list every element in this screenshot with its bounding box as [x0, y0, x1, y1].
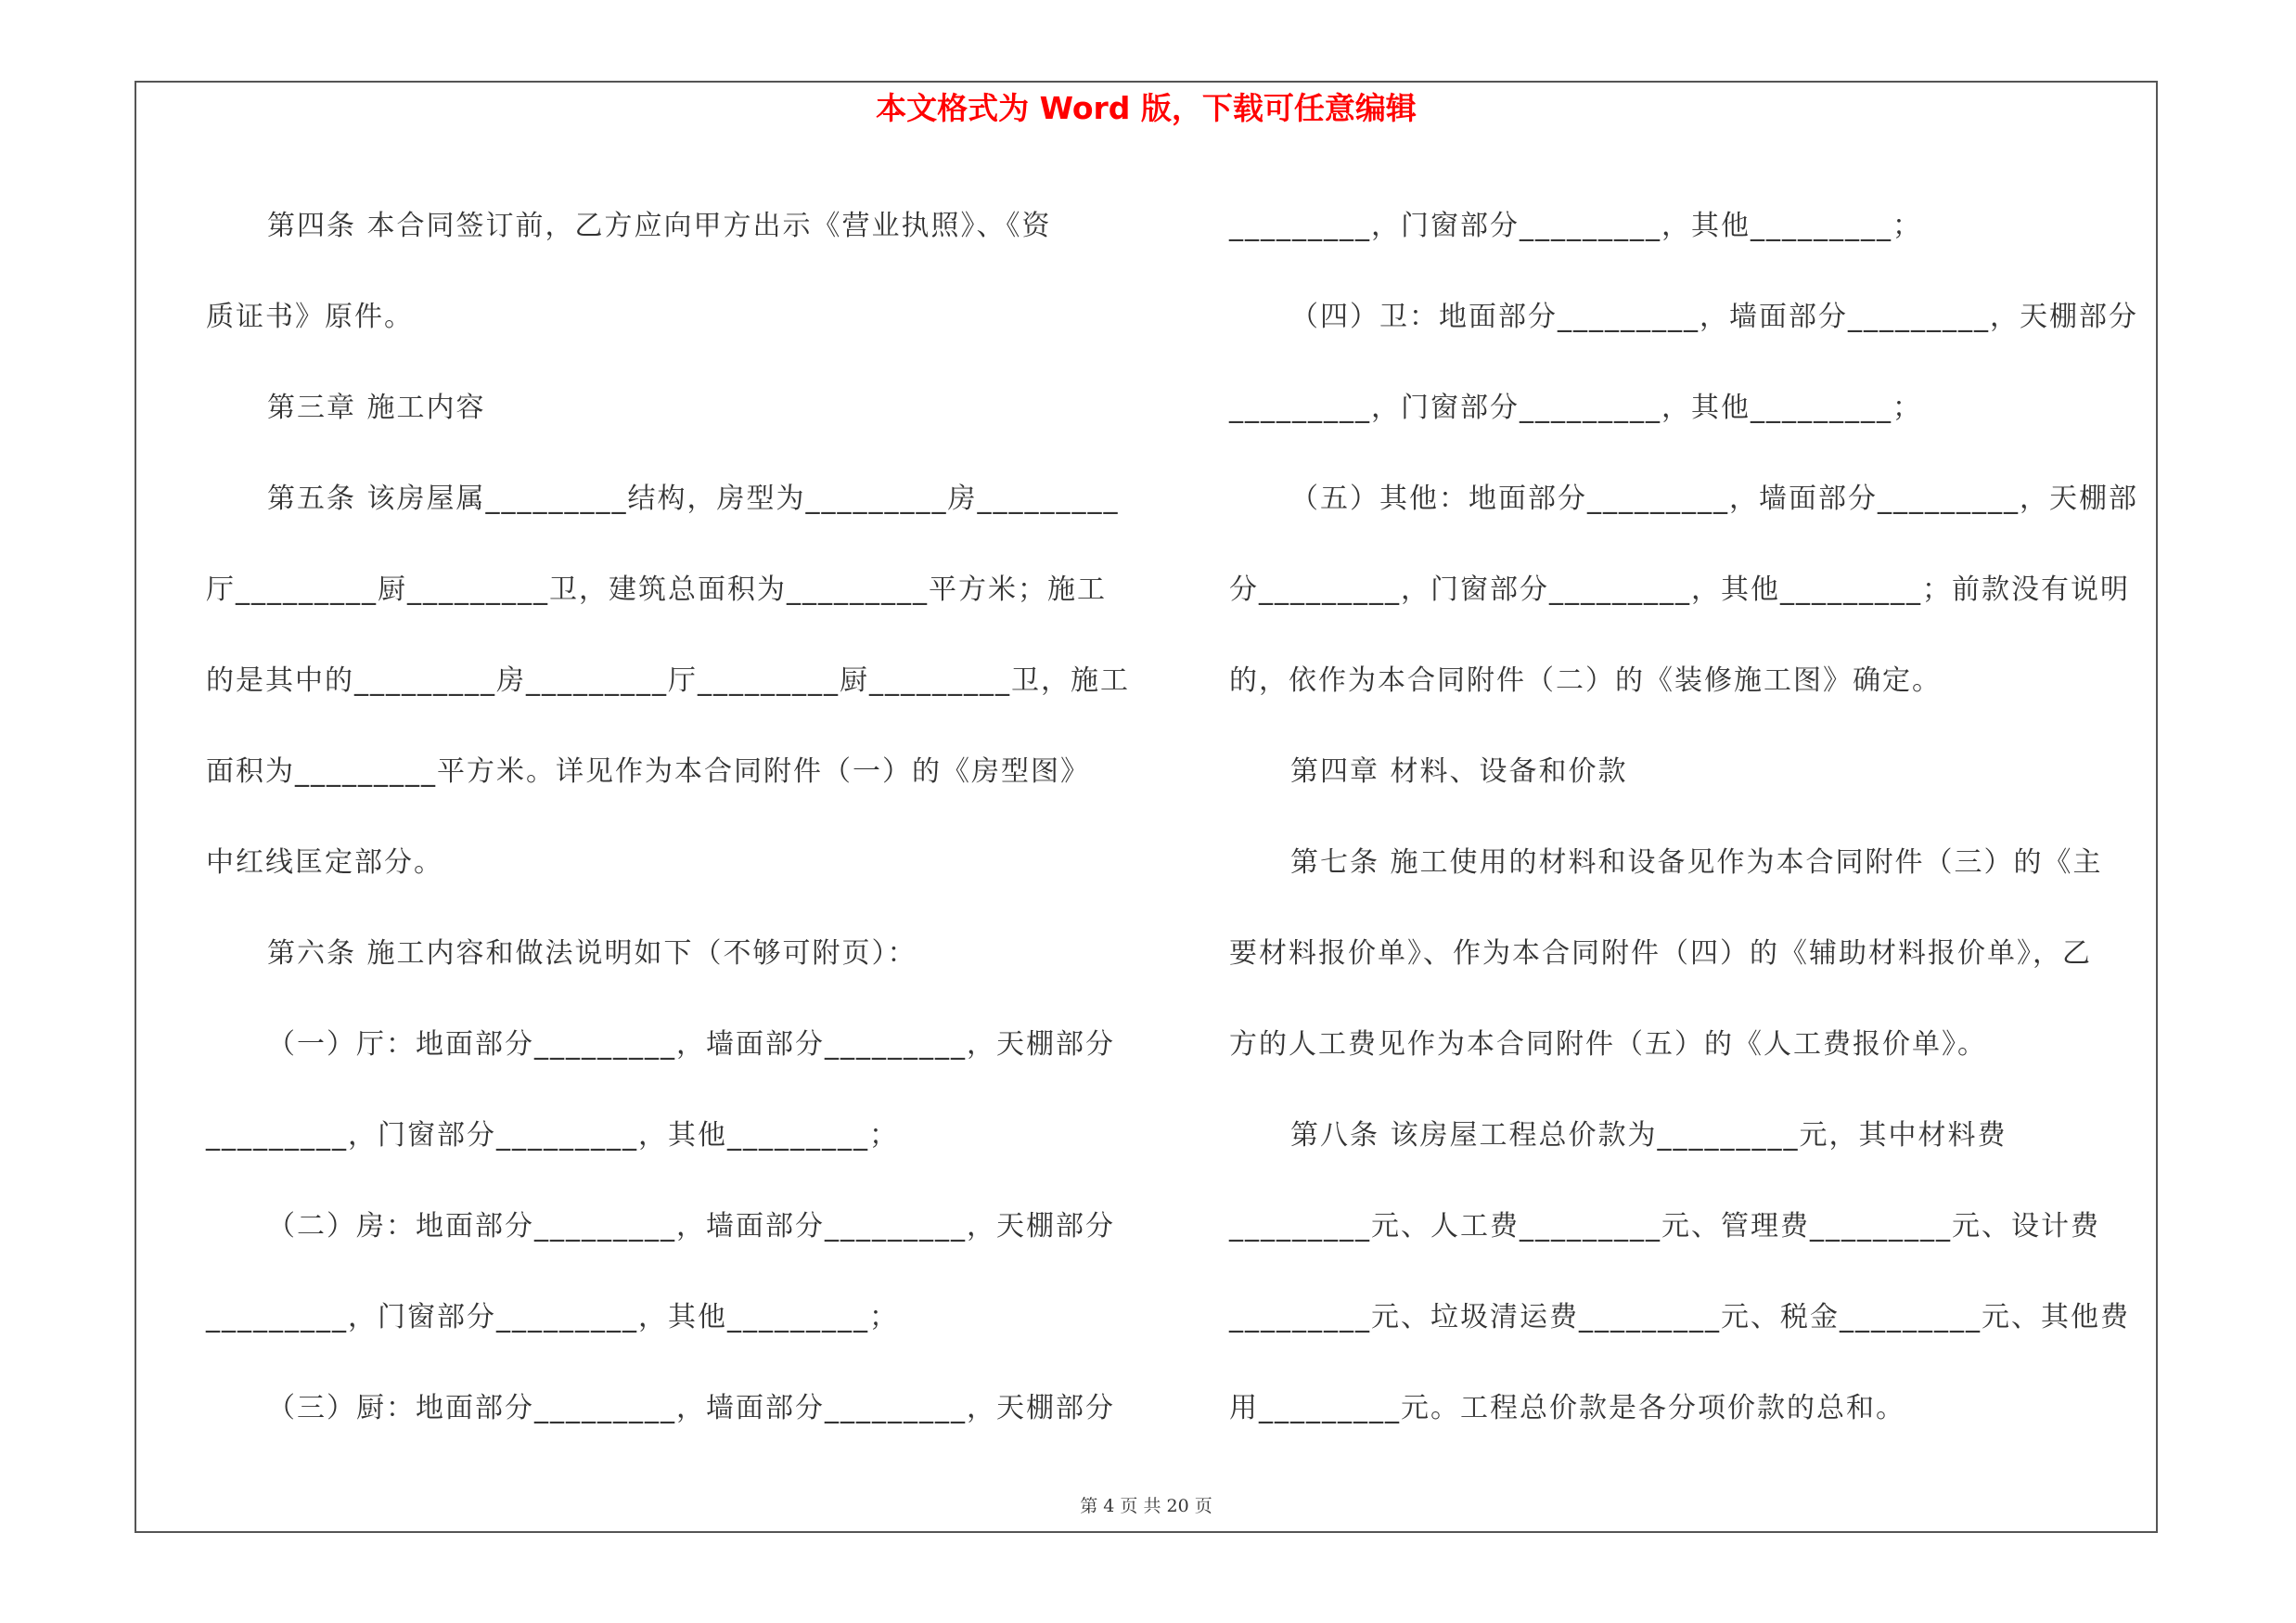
text-line: _________元、垃圾清运费_________元、税金_________元、其他费: [1229, 1301, 2130, 1333]
text-line: 第八条 该房屋工程总价款为_________元，其中材料费: [1290, 1119, 2007, 1152]
text-line: （五）其他：地面部分_________，墙面部分_________，天棚部: [1290, 483, 2138, 515]
text-line: 第六条 施工内容和做法说明如下（不够可附页）：: [267, 937, 917, 970]
text-line: 要材料报价单》、作为本合同附件（四）的《辅助材料报价单》，乙: [1229, 937, 2092, 970]
text-line: _________，门窗部分_________，其他_________；: [206, 1301, 899, 1333]
text-line: 第七条 施工使用的材料和设备见作为本合同附件（三）的《主: [1290, 846, 2103, 879]
text-line: 质证书》原件。: [206, 301, 414, 333]
text-line: （一）厅：地面部分_________，墙面部分_________，天棚部分: [267, 1028, 1115, 1061]
page-number: 第 4 页 共 20 页: [1080, 1496, 1212, 1516]
text-line: 厅_________厨_________卫，建筑总面积为_________平方米；施工: [206, 573, 1107, 606]
text-line: 中红线匡定部分。: [206, 846, 443, 879]
right-column: [1229, 181, 2148, 1454]
text-line: 第三章 施工内容: [267, 392, 486, 424]
text-line: 第五条 该房屋属_________结构，房型为_________房_________: [267, 483, 1120, 515]
text-line: （四）卫：地面部分_________，墙面部分_________，天棚部分: [1290, 301, 2138, 333]
text-line: _________，门窗部分_________，其他_________；: [206, 1119, 899, 1152]
text-line: 面积为_________平方米。详见作为本合同附件（一）的《房型图》: [206, 755, 1090, 788]
format-notice: 本文格式为 Word 版，下载可任意编辑: [876, 90, 1417, 126]
text-line: 第四条 本合同签订前，乙方应向甲方出示《营业执照》、《资: [267, 210, 1052, 242]
text-line: （二）房：地面部分_________，墙面部分_________，天棚部分: [267, 1210, 1115, 1243]
left-column: [206, 181, 1130, 1454]
text-line: （三）厨：地面部分_________，墙面部分_________，天棚部分: [267, 1392, 1115, 1424]
text-line: 方的人工费见作为本合同附件（五）的《人工费报价单》。: [1229, 1028, 1987, 1061]
text-line: _________元、人工费_________元、管理费_________元、设计费: [1229, 1210, 2100, 1243]
text-line: 用_________元。工程总价款是各分项价款的总和。: [1229, 1392, 1905, 1424]
text-line: 的是其中的_________房_________厅_________厨_________卫，施工: [206, 664, 1130, 697]
text-line: _________，门窗部分_________，其他_________；: [1229, 392, 1922, 424]
text-line: 分_________，门窗部分_________，其他_________；前款没有说明: [1229, 573, 2130, 606]
text-line: 第四章 材料、设备和价款: [1290, 755, 1628, 788]
text-line: 的，依作为本合同附件（二）的《装修施工图》确定。: [1229, 664, 1942, 697]
text-line: _________，门窗部分_________，其他_________；: [1229, 210, 1922, 242]
